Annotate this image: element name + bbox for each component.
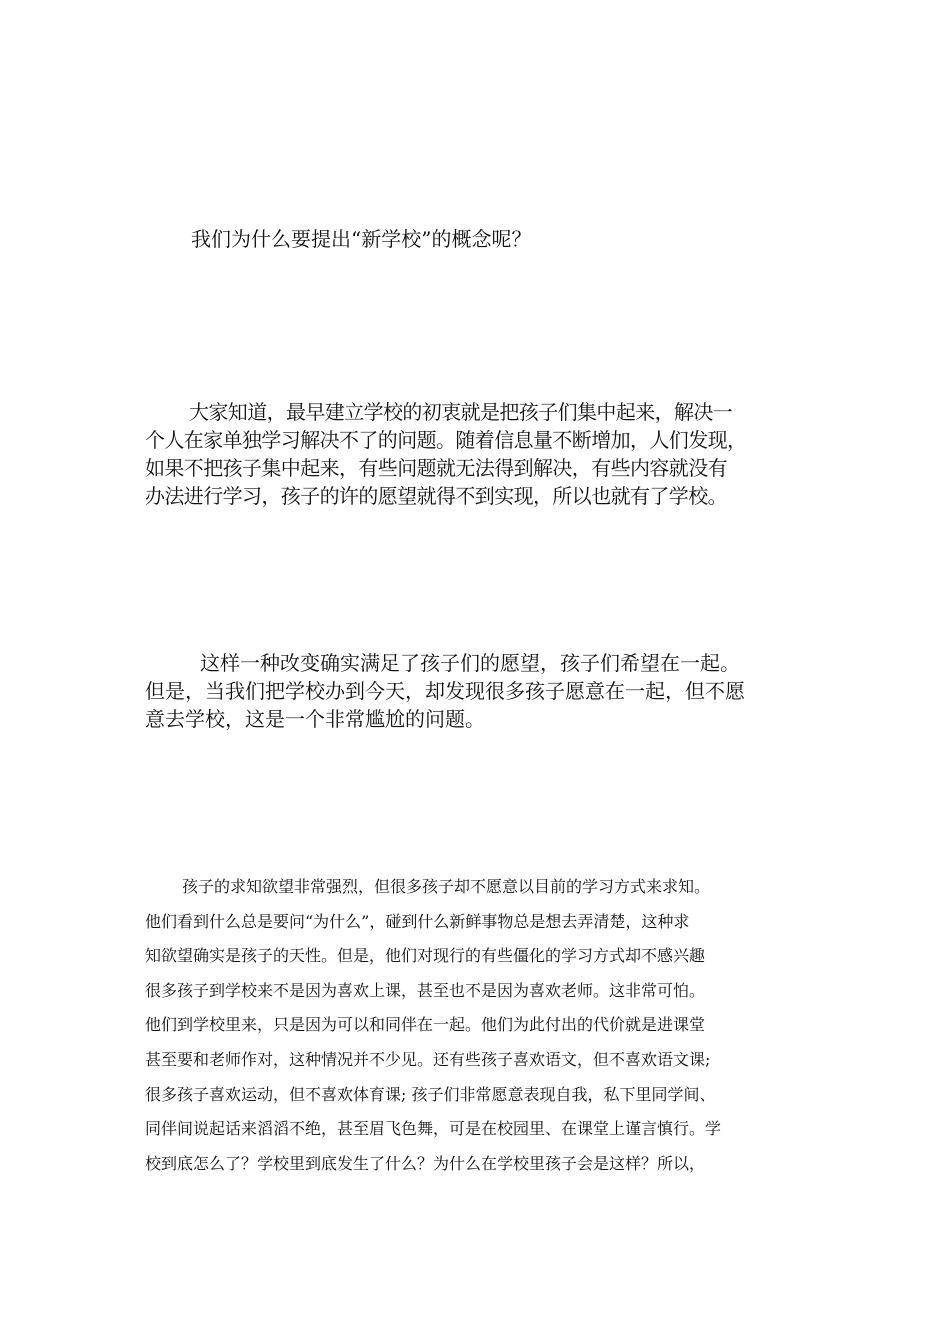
paragraph-awkward-problem (145, 649, 825, 733)
text-line: 孩子的求知欲望非常强烈，但很多孩子却不愿意以目前的学习方式来求知。 (182, 877, 711, 896)
text-line: 个人在家单独学习解决不了的问题。随着信息量不断增加，人们发现， (145, 428, 747, 452)
paragraph-curiosity (145, 870, 825, 1181)
text-line: 我们为什么要提出“新学校”的概念呢？ (191, 227, 532, 251)
text-line: 他们到学校里来，只是因为可以和同伴在一起。他们为此付出的代价就是进课堂 (145, 1015, 706, 1035)
text-line: 这样一种改变确实满足了孩子们的愿望，孩子们希望在一起。 (200, 651, 740, 675)
text-line: 如果不把孩子集中起来，有些问题就无法得到解决，有些内容就没有 (145, 456, 727, 480)
text-line: 大家知道，最早建立学校的初衷就是把孩子们集中起来，解决一 (189, 400, 733, 424)
text-line: 意去学校，这是一个非常尴尬的问题。 (145, 707, 485, 731)
paragraph-question (145, 225, 825, 253)
text-line: 但是，当我们把学校办到今天，却发现很多孩子愿意在一起，但不愿 (145, 679, 745, 703)
text-line: 甚至要和老师作对，这种情况并不少见。还有些孩子喜欢语文，但不喜欢语文课; (145, 1049, 711, 1069)
text-line: 他们看到什么总是要问“为什么”，碰到什么新鲜事物总是想去弄清楚，这种求 (145, 911, 690, 931)
text-line: 办法进行学习，孩子的许的愿望就得不到实现，所以也就有了学校。 (145, 484, 727, 508)
paragraph-school-origin (145, 398, 825, 510)
text-line: 很多孩子到学校来不是因为喜欢上课，甚至也不是因为喜欢老师。这非常可怕。 (145, 980, 706, 1000)
text-line: 校到底怎么了？学校里到底发生了什么？为什么在学校里孩子会是这样？所以， (145, 1153, 706, 1173)
text-line: 知欲望确实是孩子的天性。但是，他们对现行的有些僵化的学习方式却不感兴趣 (145, 946, 706, 966)
text-line: 同伴间说起话来滔滔不绝，甚至眉飞色舞，可是在校园里、在课堂上谨言慎行。学 (145, 1119, 722, 1139)
text-line: 很多孩子喜欢运动，但不喜欢体育课; 孩子们非常愿意表现自我，私下里同学间、 (145, 1084, 716, 1104)
